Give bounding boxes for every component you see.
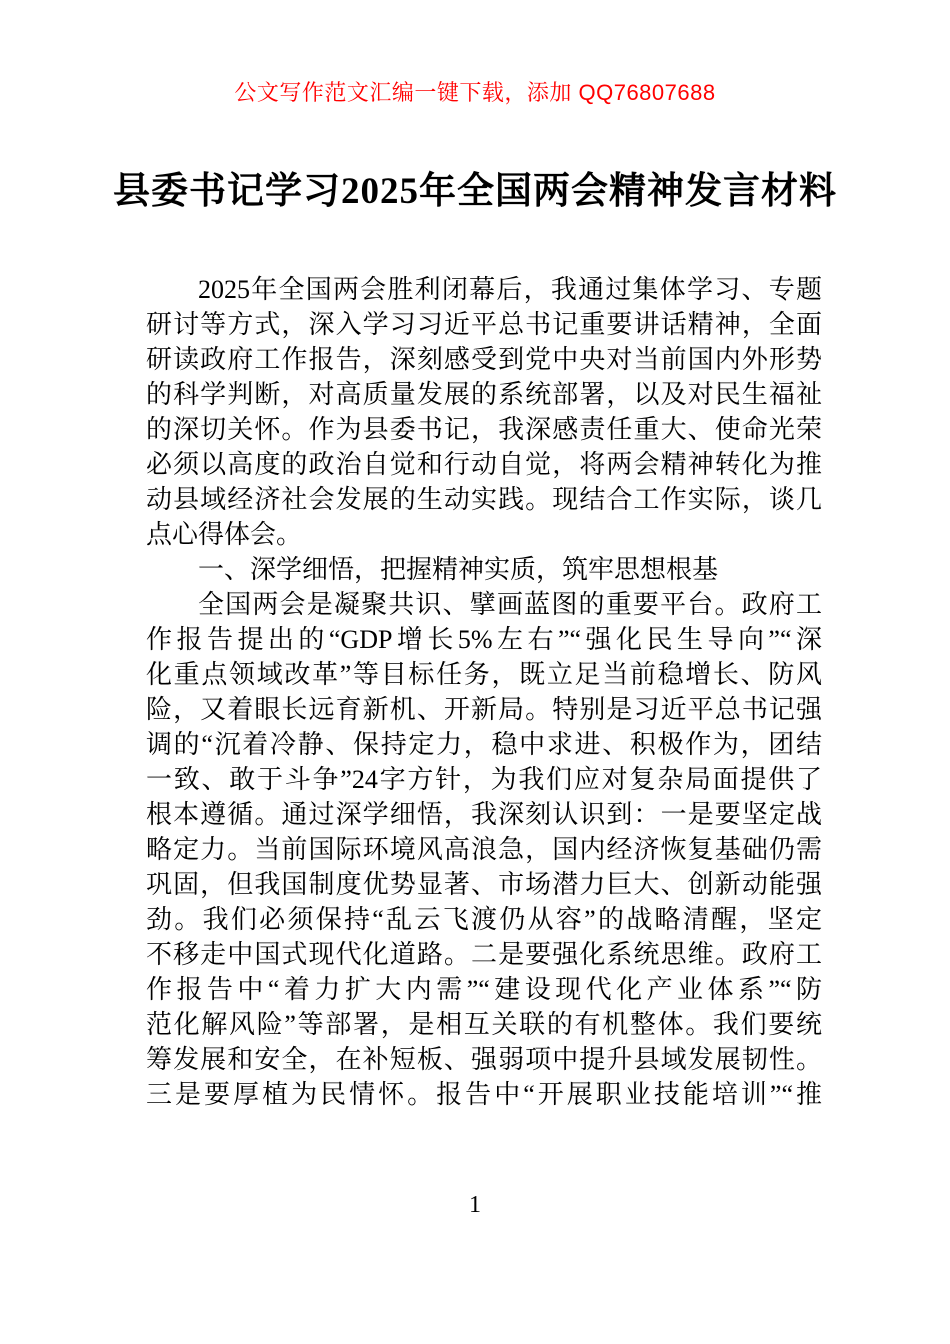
text-line: 2025年全国两会胜利闭幕后，我通过集体学习、专题: [198, 275, 822, 304]
text-line: 巩固，但我国制度优势显著、市场潜力巨大、创新动能强: [146, 870, 822, 899]
text-line: 必须以高度的政治自觉和行动自觉，将两会精神转化为推: [146, 450, 822, 479]
text-line: 调的“沉着冷静、保持定力，稳中求进、积极作为，团结: [146, 730, 822, 759]
text-line: 不移走中国式现代化道路。二是要强化系统思维。政府工: [146, 940, 822, 969]
text-line: 化重点领域改革”等目标任务，既立足当前稳增长、防风: [146, 660, 822, 689]
text-line: 范化解风险”等部署，是相互关联的有机整体。我们要统: [146, 1010, 822, 1039]
text-line: 作报告中“着力扩大内需”“建设现代化产业体系”“防: [146, 975, 822, 1004]
text-line: 全国两会是凝聚共识、擘画蓝图的重要平台。政府工: [198, 590, 822, 619]
text-line: 三是要厚植为民情怀。报告中“开展职业技能培训”“推: [146, 1080, 822, 1109]
text-line: 的深切关怀。作为县委书记，我深感责任重大、使命光荣: [146, 415, 822, 444]
text-line: 研读政府工作报告，深刻感受到党中央对当前国内外形势: [146, 345, 822, 374]
section-heading: 一、深学细悟，把握精神实质，筑牢思想根基: [198, 555, 719, 584]
text-line: 略定力。当前国际环境风高浪急，国内经济恢复基础仍需: [146, 835, 822, 864]
text-line: 险，又着眼长远育新机、开新局。特别是习近平总书记强: [146, 695, 822, 724]
document-title: 县委书记学习2025年全国两会精神发言材料: [113, 171, 837, 212]
text-line: 作报告提出的“GDP增长5%左右”“强化民生导向”“深: [146, 625, 822, 654]
text-line: 点心得体会。: [146, 520, 303, 549]
text-line: 研讨等方式，深入学习习近平总书记重要讲话精神，全面: [146, 310, 822, 339]
text-line: 劲。我们必须保持“乱云飞渡仍从容”的战略清醒，坚定: [146, 905, 822, 934]
text-line: 一致、敢于斗争”24字方针，为我们应对复杂局面提供了: [146, 765, 822, 794]
page-number: 1: [469, 1192, 481, 1218]
text-line: 的科学判断，对高质量发展的系统部署，以及对民生福祉: [146, 380, 822, 409]
text-line: 根本遵循。通过深学细悟，我深刻认识到：一是要坚定战: [146, 800, 822, 829]
text-line: 动县域经济社会发展的生动实践。现结合工作实际，谈几: [146, 485, 822, 514]
text-line: 筹发展和安全，在补短板、强弱项中提升县域发展韧性。: [146, 1045, 822, 1074]
document-body: [146, 272, 822, 1112]
header-notice: 公文写作范文汇编一键下载，添加 QQ76807688: [234, 80, 716, 105]
